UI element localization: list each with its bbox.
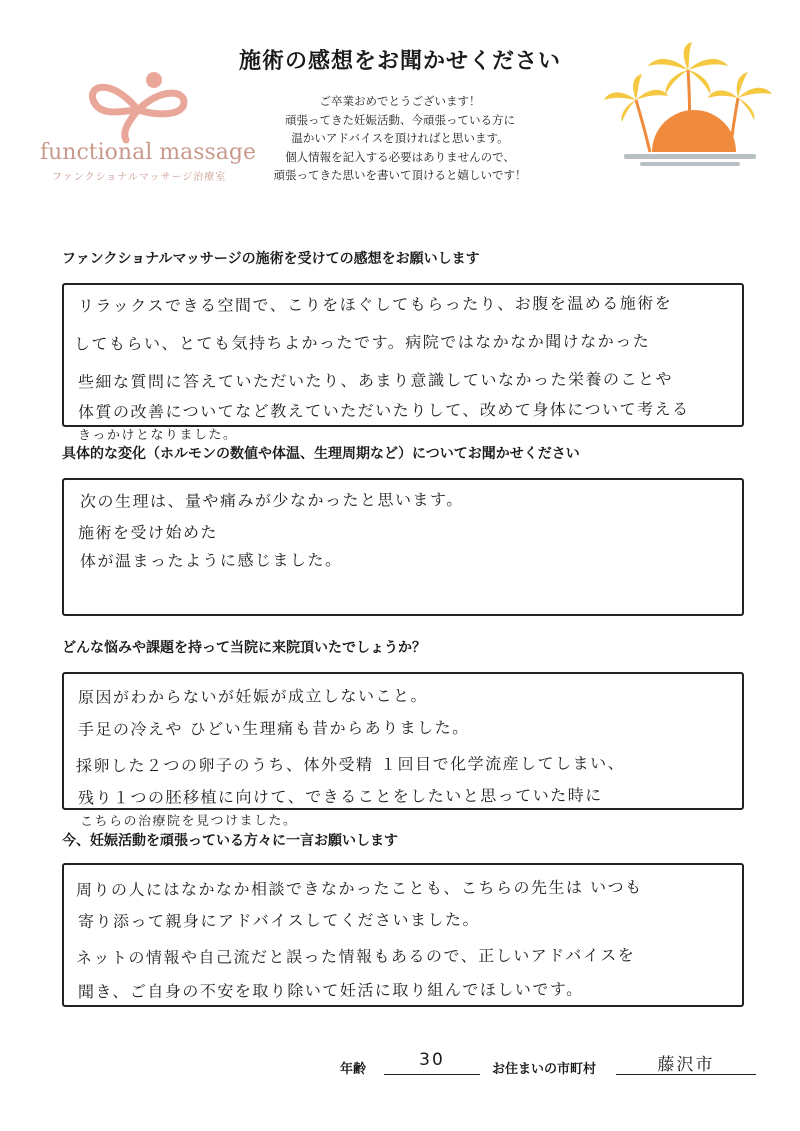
answer-2-line: 体が温まったように感じました。 bbox=[79, 550, 343, 571]
answer-4-line: 聞き、ご自身の不安を取り除いて妊活に取り組んでほしいです。 bbox=[77, 979, 584, 1002]
logo-name: functional massage bbox=[40, 140, 257, 165]
question-3-label: どんな悩みや課題を持って当院に来院頂いたでしょうか？ bbox=[62, 640, 426, 656]
answer-1-line: してもらい、とても気持ちよかったです。病院ではなかなか聞けなかった bbox=[73, 331, 651, 354]
palm-sunset-icon bbox=[600, 40, 780, 172]
ribbon-logo-icon bbox=[80, 66, 200, 144]
intro-text bbox=[220, 92, 580, 185]
logo-subtitle: ファンクショナルマッサージ治療室 bbox=[52, 172, 227, 183]
question-1-label: ファンクショナルマッサージの施術を受けての感想をお願いします bbox=[62, 251, 480, 267]
intro-line: 個人情報を記入する必要はありませんので、 bbox=[285, 149, 515, 164]
intro-line: 頑張ってきた妊娠活動、今頑張っている方に bbox=[285, 112, 515, 127]
answer-3-line: 手足の冷えや ひどい生理痛も昔からありました。 bbox=[77, 717, 470, 740]
question-2-label: 具体的な変化（ホルモンの数値や体温、生理周期など）についてお聞かせください bbox=[62, 446, 580, 462]
question-4-label: 今、妊娠活動を頑張っている方々に一言お願いします bbox=[62, 833, 398, 849]
answer-1-line: リラックスできる空間で、こりをほぐしてもらったり、お腹を温める施術を bbox=[77, 293, 673, 316]
answer-4-line: ネットの情報や自己流だと誤った情報もあるので、正しいアドバイスを bbox=[75, 945, 636, 968]
answer-2-line: 次の生理は、量や痛みが少なかったと思います。 bbox=[79, 489, 464, 512]
intro-line: 頑張ってきた思いを書いて頂けると嬉しいです！ bbox=[273, 168, 527, 182]
intro-line: 温かいアドバイスを頂ければと思います。 bbox=[291, 131, 509, 145]
city-field bbox=[616, 1050, 756, 1075]
answer-2-line: 施術を受け始めた bbox=[77, 522, 219, 543]
answer-1-line: 体質の改善についてなど教えていただいたりして、改めて身体について考える bbox=[77, 399, 690, 422]
answer-3-line: 残り１つの胚移植に向けて、できることをしたいと思っていた時に bbox=[77, 785, 603, 808]
page-title: 施術の感想をお聞かせください bbox=[238, 49, 561, 74]
age-field bbox=[384, 1050, 480, 1075]
answer-1-line: 些細な質問に答えていただいたり、あまり意識していなかった栄養のことや bbox=[77, 369, 674, 392]
answer-1-line: きっかけとなりました。 bbox=[77, 427, 238, 444]
answer-3-line: こちらの治療院を見つけました。 bbox=[79, 813, 298, 830]
answer-4-line: 寄り添って親身にアドバイスしてくださいました。 bbox=[77, 909, 481, 932]
answer-3-line: 原因がわからないが妊娠が成立しないこと。 bbox=[77, 686, 429, 707]
answer-4-line: 周りの人にはなかなか相談できなかったことも、こちらの先生は いつも bbox=[75, 877, 643, 900]
city-value: 藤沢市 bbox=[657, 1055, 715, 1075]
answer-3-line: 採卵した２つの卵子のうち、体外受精 １回目で化学流産してしまい、 bbox=[75, 753, 626, 776]
age-value: 30 bbox=[419, 1050, 445, 1070]
intro-line: ご卒業おめでとうございます！ bbox=[319, 94, 481, 108]
city-label: お住まいの市町村 bbox=[492, 1062, 597, 1077]
age-label: 年齢 bbox=[340, 1062, 367, 1077]
